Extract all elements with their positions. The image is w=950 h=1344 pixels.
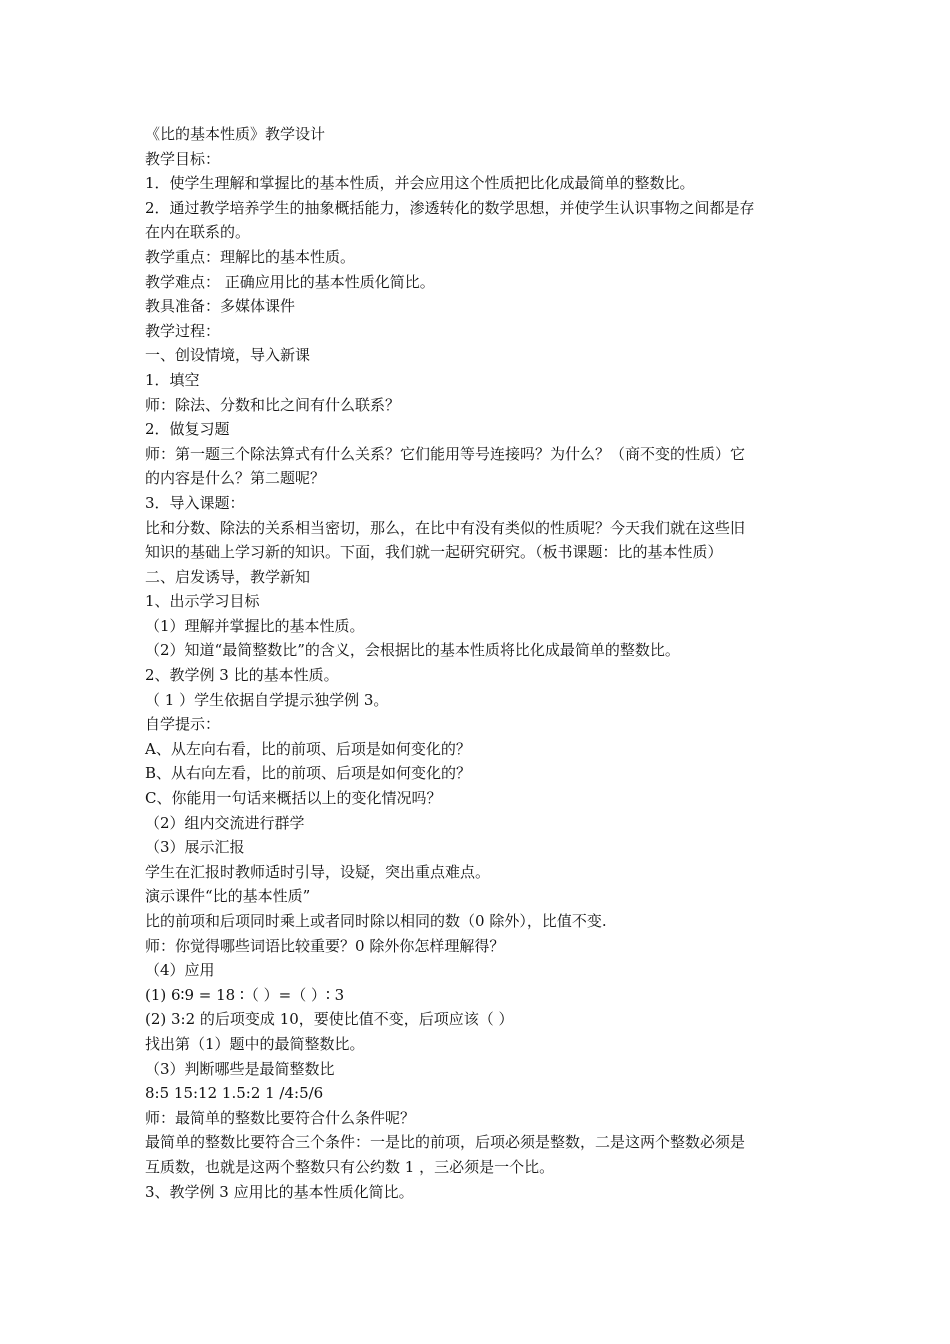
paragraph-line: 的内容是什么？第二题呢？ bbox=[145, 469, 326, 488]
paragraph-line: 3．导入课题： bbox=[145, 493, 245, 512]
exercise-line: (2) 3:2 的后项变成 10，要使比值不变，后项应该（ ） bbox=[145, 1010, 514, 1029]
paragraph-line: 1．填空 bbox=[145, 370, 200, 389]
paragraph-line: （1）理解并掌握比的基本性质。 bbox=[145, 616, 365, 635]
paragraph-line: B、从右向左看，比的前项、后项是如何变化的？ bbox=[145, 764, 472, 783]
paragraph-line: 最简单的整数比要符合三个条件：一是比的前项，后项必须是整数，二是这两个整数必须是 bbox=[145, 1133, 746, 1152]
paragraph-line: 知识的基础上学习新的知识。下面，我们就一起研究研究。（板书课题：比的基本性质） bbox=[145, 543, 723, 562]
paragraph-line: 学生在汇报时教师适时引导，设疑，突出重点难点。 bbox=[145, 862, 491, 881]
paragraph-line: 演示课件“比的基本性质” bbox=[145, 887, 311, 906]
document-body bbox=[145, 122, 810, 1204]
paragraph-line: 比和分数、除法的关系相当密切，那么，在比中有没有类似的性质呢？今天我们就在这些旧 bbox=[145, 518, 746, 537]
paragraph-line: C、你能用一句话来概括以上的变化情况吗？ bbox=[145, 789, 442, 808]
paragraph-line: 师：最简单的整数比要符合什么条件呢？ bbox=[145, 1108, 416, 1127]
paragraph-line: （3）判断哪些是最简整数比 bbox=[145, 1059, 335, 1078]
paragraph-line: （3）展示汇报 bbox=[145, 838, 245, 857]
paragraph-line: 2、教学例 3 比的基本性质。 bbox=[145, 666, 339, 685]
paragraph-line: （2）组内交流进行群学 bbox=[145, 813, 305, 832]
paragraph-line: 在内在联系的。 bbox=[145, 223, 251, 242]
paragraph-line: （ 1 ）学生依据自学提示独学例 3。 bbox=[145, 690, 389, 709]
exercise-line: 8:5 15:12 1.5:2 1 /4:5/6 bbox=[145, 1084, 324, 1103]
paragraph-line: 互质数，也就是这两个整数只有公约数 1 ，三必须是一个比。 bbox=[145, 1157, 555, 1176]
section-heading: 一、创设情境，导入新课 bbox=[145, 346, 311, 365]
paragraph-line: 师：第一题三个除法算式有什么关系？它们能用等号连接吗？为什么？（商不变的性质）它 bbox=[145, 444, 746, 463]
section-heading: 二、启发诱导，教学新知 bbox=[145, 567, 311, 586]
paragraph-line: 教学重点：理解比的基本性质。 bbox=[145, 247, 356, 266]
paragraph-line: 2．通过教学培养学生的抽象概括能力，渗透转化的数学思想，并使学生认识事物之间都是存 bbox=[145, 198, 755, 217]
paragraph-line: 3、教学例 3 应用比的基本性质化简比。 bbox=[145, 1182, 414, 1201]
paragraph-line: 1．使学生理解和掌握比的基本性质，并会应用这个性质把比化成最简单的整数比。 bbox=[145, 174, 695, 193]
section-heading: 教学目标： bbox=[145, 149, 221, 168]
paragraph-line: 教学难点： 正确应用比的基本性质化简比。 bbox=[145, 272, 435, 291]
paragraph-line: 找出第（1）题中的最简整数比。 bbox=[145, 1034, 365, 1053]
paragraph-line: 自学提示： bbox=[145, 715, 221, 734]
paragraph-line: （4）应用 bbox=[145, 961, 215, 980]
paragraph-line: 2．做复习题 bbox=[145, 420, 230, 439]
paragraph-line: 教具准备：多媒体课件 bbox=[145, 297, 296, 316]
paragraph-line: A、从左向右看，比的前项、后项是如何变化的？ bbox=[145, 739, 471, 758]
document-title: 《比的基本性质》教学设计 bbox=[145, 125, 326, 143]
section-heading: 教学过程： bbox=[145, 321, 221, 340]
paragraph-line: 师：除法、分数和比之间有什么联系？ bbox=[145, 395, 401, 414]
paragraph-line: 比的前项和后项同时乘上或者同时除以相同的数（0 除外），比值不变. bbox=[145, 912, 607, 930]
paragraph-line: 师：你觉得哪些词语比较重要？0 除外你怎样理解得？ bbox=[145, 936, 505, 955]
exercise-line: (1) 6∶9 = 18 ∶（ ）=（ ）∶ 3 bbox=[145, 985, 345, 1004]
paragraph-line: 1、出示学习目标 bbox=[145, 592, 260, 611]
paragraph-line: （2）知道“最简整数比”的含义，会根据比的基本性质将比化成最简单的整数比。 bbox=[145, 641, 680, 660]
